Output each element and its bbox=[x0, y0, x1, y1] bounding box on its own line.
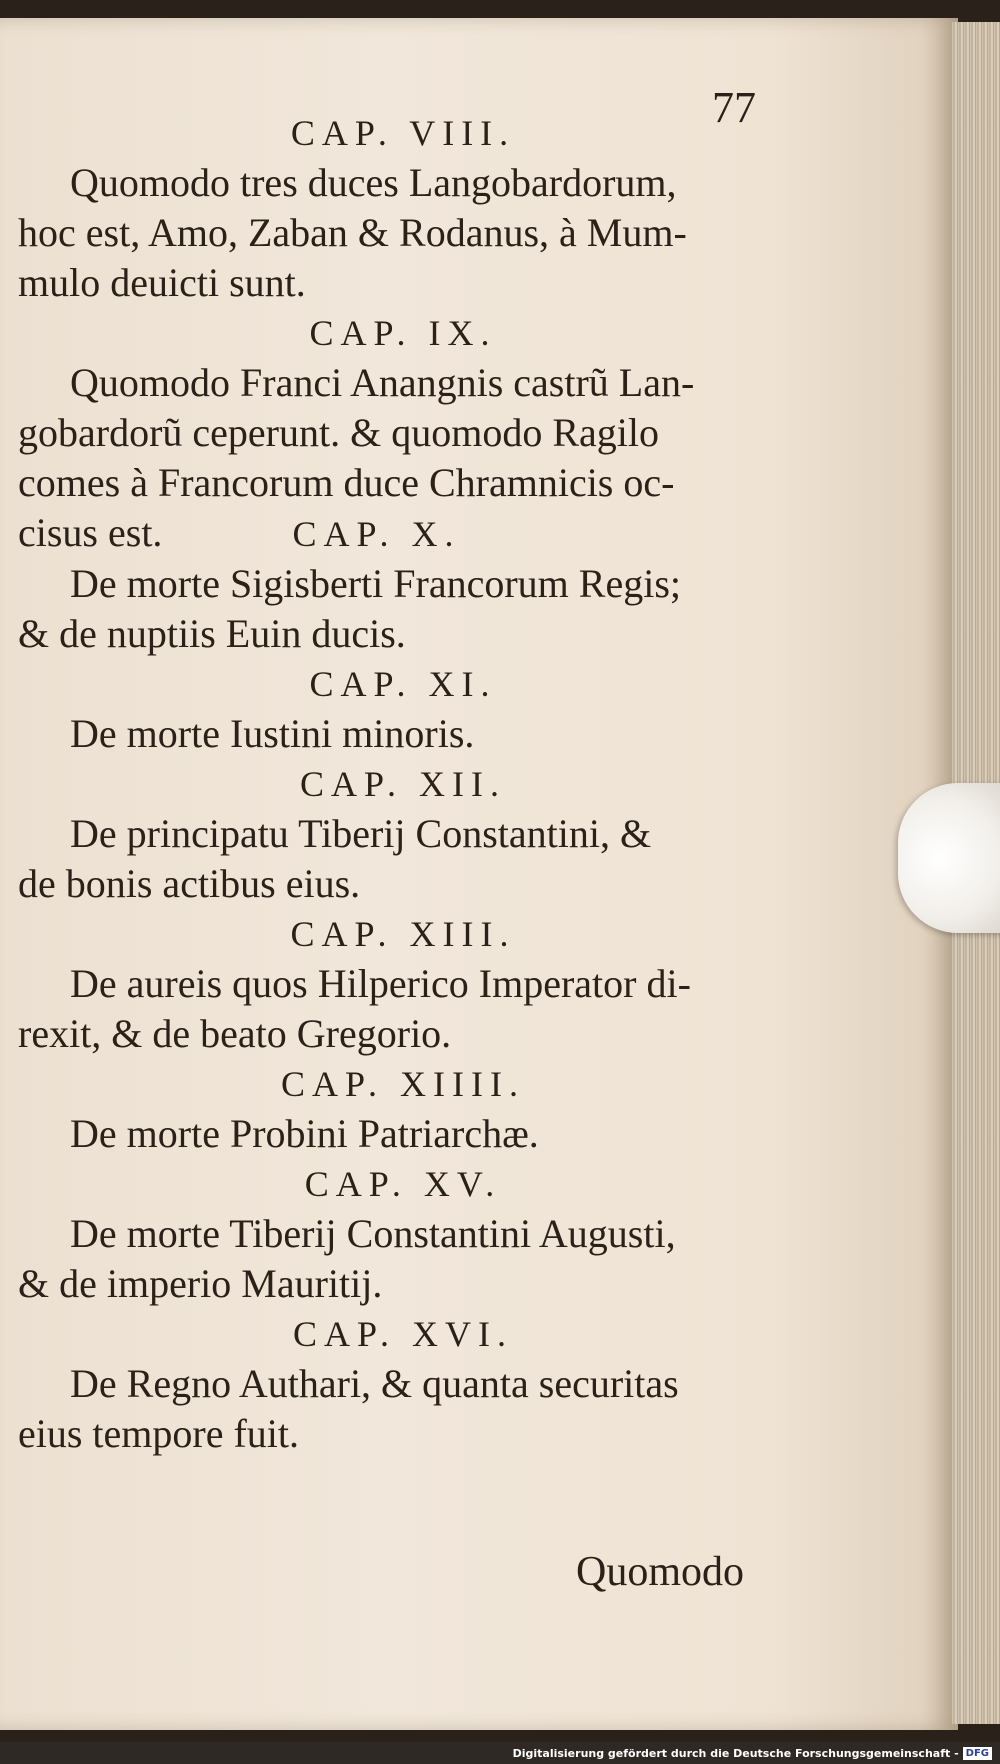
page-clip bbox=[898, 783, 1000, 933]
digitization-credit bbox=[513, 1745, 992, 1761]
chapter-line: Quomodo Franci Anangnis castrũ Lan- bbox=[70, 360, 695, 405]
dfg-logo: DFG bbox=[963, 1747, 992, 1760]
chapter-heading: CAP. XIII. bbox=[290, 914, 516, 954]
chapter-heading: CAP. X. bbox=[292, 514, 461, 554]
credit-text: Digitalisierung gefördert durch die Deutsche Forschungsgemeinschaft - bbox=[512, 1746, 959, 1760]
chapter-line: Quomodo tres duces Langobardorum, bbox=[70, 160, 677, 205]
chapter-heading: CAP. XV. bbox=[304, 1164, 502, 1204]
chapter-line: De morte Tiberij Constantini Augusti, bbox=[70, 1211, 676, 1256]
chapter-line: eius tempore fuit. bbox=[18, 1411, 300, 1456]
chapter-list bbox=[18, 108, 788, 1459]
chapter-line: & de nuptiis Euin ducis. bbox=[18, 611, 406, 656]
chapter-line: De morte Sigisberti Francorum Regis; bbox=[70, 561, 682, 606]
chapter-line: De principatu Tiberij Constantini, & bbox=[70, 811, 652, 856]
chapter-line-text: cisus est. bbox=[18, 510, 163, 555]
catchword: Quomodo bbox=[576, 1549, 744, 1595]
chapter-heading: CAP. IX. bbox=[309, 313, 497, 353]
chapter-heading: CAP. VIII. bbox=[290, 113, 516, 153]
page-number: 77 bbox=[712, 83, 756, 132]
chapter-heading: CAP. XVI. bbox=[292, 1314, 514, 1354]
chapter-line bbox=[18, 508, 788, 559]
chapter-line: mulo deuicti sunt. bbox=[18, 260, 306, 305]
chapter-line: gobardorũ ceperunt. & quomodo Ragilo bbox=[18, 410, 659, 455]
chapter-line: & de imperio Mauritij. bbox=[18, 1261, 383, 1306]
chapter-line: De Regno Authari, & quanta securitas bbox=[70, 1361, 679, 1406]
chapter-heading: CAP. XII. bbox=[299, 764, 506, 804]
chapter-line: De morte Probini Patriarchæ. bbox=[70, 1111, 539, 1156]
chapter-heading: CAP. XI. bbox=[309, 664, 497, 704]
chapter-line: rexit, & de beato Gregorio. bbox=[18, 1011, 452, 1056]
chapter-line: de bonis actibus eius. bbox=[18, 861, 361, 906]
chapter-heading: CAP. XIIII. bbox=[281, 1064, 525, 1104]
chapter-line: hoc est, Amo, Zaban & Rodanus, à Mum- bbox=[18, 210, 687, 255]
chapter-line: De aureis quos Hilperico Imperator di- bbox=[70, 961, 691, 1006]
chapter-line: comes à Francorum duce Chramnicis oc- bbox=[18, 460, 675, 505]
chapter-line: De morte Iustini minoris. bbox=[70, 711, 475, 756]
